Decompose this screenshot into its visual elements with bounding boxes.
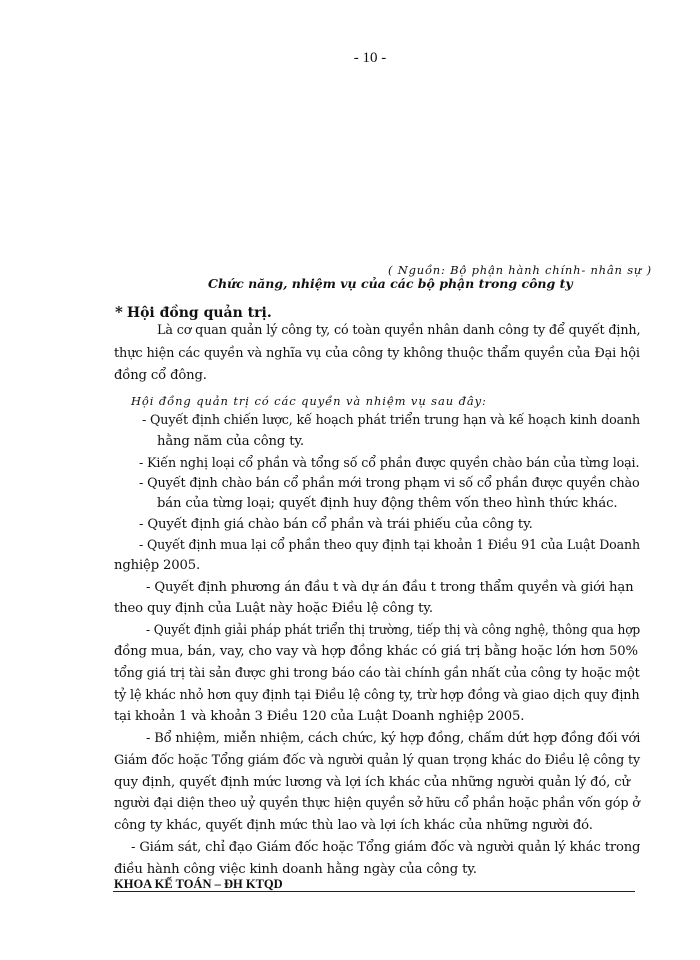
powers-intro: Hội đồng quản trị có các quyền và nhiệm vụ sau đây: <box>131 394 487 408</box>
paragraph-line: đồng cổ đông. <box>114 368 207 383</box>
list-item-line: tổng giá trị tài sản được ghi trong báo cáo tài chính gần nhất của công ty hoặc một <box>114 666 640 681</box>
list-item-line: nghiệp 2005. <box>114 558 201 573</box>
paragraph-line: Là cơ quan quản lý công ty, có toàn quyền nhân danh công ty để quyết định, <box>157 323 641 338</box>
list-item-line: - Quyết định chiến lược, kế hoạch phát triển trung hạn và kế hoạch kinh doanh <box>142 413 641 428</box>
list-item-line: công ty khác, quyết định mức thù lao và lợi ích khác của những người đó. <box>114 818 593 833</box>
list-item-line: quy định, quyết định mức lương và lợi ích khác của những người quản lý đó, cử <box>114 775 630 790</box>
footer-label: KHOA KẾ TOÁN – ĐH KTQD <box>114 877 283 891</box>
list-item-line: hằng năm của công ty. <box>157 434 304 449</box>
section-caption: Chức năng, nhiệm vụ của các bộ phận trong công ty <box>208 276 573 291</box>
list-item-line: - Quyết định chào bán cổ phần mới trong phạm vi số cổ phần được quyền chào <box>139 476 640 491</box>
list-item-line: đồng mua, bán, vay, cho vay và hợp đồng khác có giá trị bằng hoặc lớn hơn 50% <box>114 644 638 659</box>
list-item-line: - Quyết định giá chào bán cổ phần và trái phiếu của công ty. <box>139 517 533 532</box>
section-heading <box>115 303 272 321</box>
source-note: ( Nguồn: Bộ phận hành chính- nhân sự ) <box>388 263 652 277</box>
list-item-line: tỷ lệ khác nhỏ hơn quy định tại Điều lệ công ty, trừ hợp đồng và giao dịch quy định <box>114 688 640 703</box>
list-item-line: người đại diện theo uỷ quyền thực hiện quyền sở hữu cổ phần hoặc phần vốn góp ở <box>114 796 640 811</box>
list-item-line: - Kiến nghị loại cổ phần và tổng số cổ phần được quyền chào bán của từng loại. <box>139 456 640 471</box>
list-item-line: theo quy định của Luật này hoặc Điều lệ công ty. <box>114 601 433 616</box>
list-item-line: tại khoản 1 và khoản 3 Điều 120 của Luật Doanh nghiệp 2005. <box>114 709 525 724</box>
list-item-line: - Quyết định giải pháp phát triển thị trường, tiếp thị và công nghệ, thông qua hợp <box>146 623 641 638</box>
list-item-line: - Giám sát, chỉ đạo Giám đốc hoặc Tổng giám đốc và người quản lý khác trong <box>131 840 641 855</box>
list-item-line: điều hành công việc kinh doanh hằng ngày của công ty. <box>114 862 477 877</box>
section-heading-text: Hội đồng quản trị. <box>126 305 272 321</box>
list-item-line: Giám đốc hoặc Tổng giám đốc và người quản lý quan trọng khác do Điều lệ công ty <box>114 753 641 768</box>
list-item-line: - Quyết định mua lại cổ phần theo quy định tại khoản 1 Điều 91 của Luật Doanh <box>139 538 640 553</box>
list-item-line: - Bổ nhiệm, miễn nhiệm, cách chức, ký hợp đồng, chấm dứt hợp đồng đối với <box>146 731 641 746</box>
paragraph-line: thực hiện các quyền và nghĩa vụ của công ty không thuộc thẩm quyền của Đại hội <box>114 346 640 361</box>
footer-rule <box>113 891 635 892</box>
list-item-line: - Quyết định phương án đầu t và dự án đầu t trong thẩm quyền và giới hạn <box>146 580 634 595</box>
page-number: - 10 - <box>353 50 387 66</box>
asterisk-bullet-icon: * <box>115 303 123 321</box>
list-item-line: bán của từng loại; quyết định huy động thêm vốn theo hình thức khác. <box>157 496 618 511</box>
